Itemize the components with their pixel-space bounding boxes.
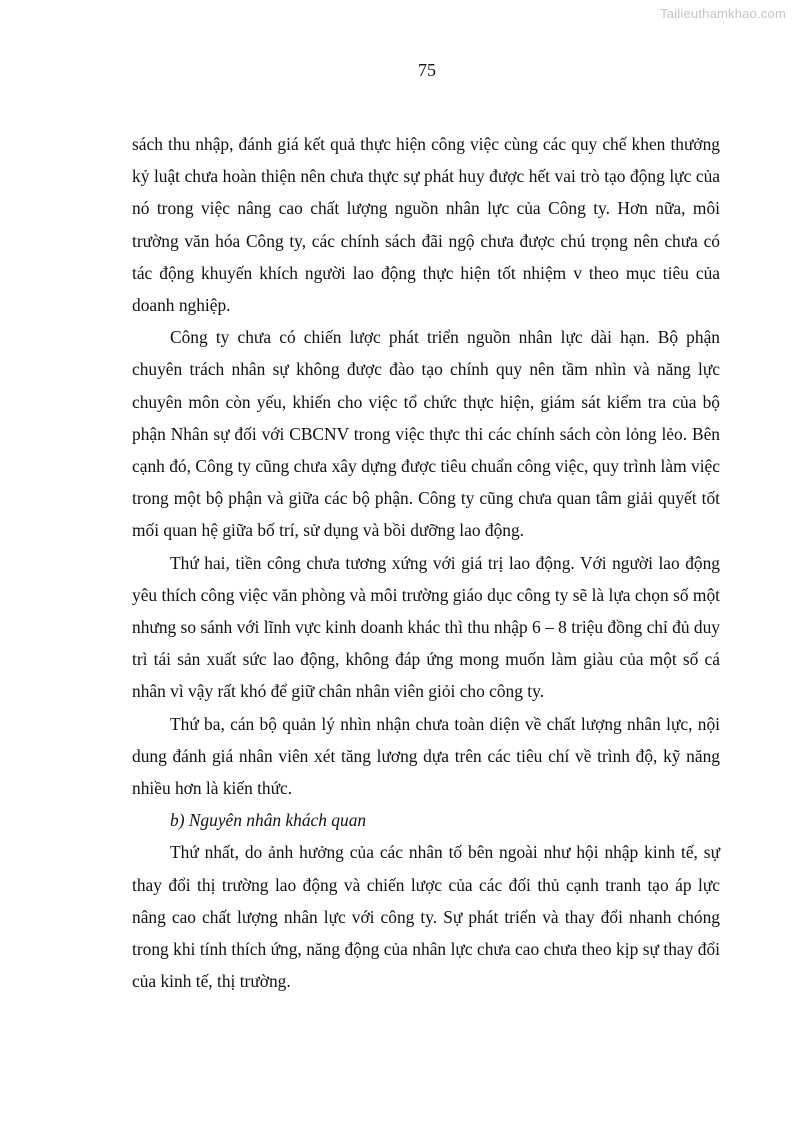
section-heading-objective-causes: b) Nguyên nhân khách quan (170, 810, 367, 831)
page-number: 75 (418, 60, 436, 80)
document-body (132, 128, 720, 997)
paragraph-third-reason: Thứ ba, cán bộ quản lý nhìn nhận chưa toàn diện về chất lượng nhân lực, nội dung đánh giá nhân viên xét tăng lương dựa trên các tiêu chí về trình độ, kỹ năng nhiều hơn là kiến thức. (132, 713, 720, 799)
paragraph-first-objective-cause: Thứ nhất, do ảnh hưởng của các nhân tố bên ngoài như hội nhập kinh tế, sự thay đổi thị trường lao động và chiến lược của các đối thủ cạnh tranh tạo áp lực nâng cao chất lượng nhân lực với công ty. Sự phát triển và thay đổi nhanh chóng trong khi tính thích ứng, năng động của nhân lực chưa cao chưa theo kịp sự thay đổi của kinh tế, thị trường. (132, 842, 720, 992)
paragraph-strategy: Công ty chưa có chiến lược phát triển nguồn nhân lực dài hạn. Bộ phận chuyên trách nhân sự không được đào tạo chính quy nên tầm nhìn và năng lực chuyên môn còn yếu, khiến cho việc tổ chức thực hiện, giám sát kiểm tra của bộ phận Nhân sự đối với CBCNV trong việc thực thi các chính sách còn lỏng lẻo. Bên cạnh đó, Công ty cũng chưa xây dựng được tiêu chuẩn công việc, quy trình làm việc trong một bộ phận và giữa các bộ phận. Công ty cũng chưa quan tâm giải quyết tốt mối quan hệ giữa bố trí, sử dụng và bồi dưỡng lao động. (132, 327, 720, 541)
paragraph-second-reason: Thứ hai, tiền công chưa tương xứng với giá trị lao động. Với người lao động yêu thích công việc văn phòng và môi trường giáo dục công ty sẽ là lựa chọn số một nhưng so sánh với lĩnh vực kinh doanh khác thì thu nhập 6 – 8 triệu đồng chỉ đủ duy trì tái sản xuất sức lao động, không đáp ứng mong muốn làm giàu của một số cá nhân vì vậy rất khó để giữ chân nhân viên giỏi cho công ty. (132, 552, 720, 702)
watermark: Tailieuthamkhao.com (660, 6, 786, 21)
paragraph-continuation: sách thu nhập, đánh giá kết quả thực hiện công việc cùng các quy chế khen thưởng kỷ luật chưa hoàn thiện nên chưa thực sự phát huy được hết vai trò tạo động lực của nó trong việc nâng cao chất lượng nguồn nhân lực của Công ty. Hơn nữa, môi trường văn hóa Công ty, các chính sách đãi ngộ chưa được chú trọng nên chưa có tác động khuyến khích người lao động thực hiện tốt nhiệm v theo mục tiêu của doanh nghiệp. (132, 134, 720, 316)
